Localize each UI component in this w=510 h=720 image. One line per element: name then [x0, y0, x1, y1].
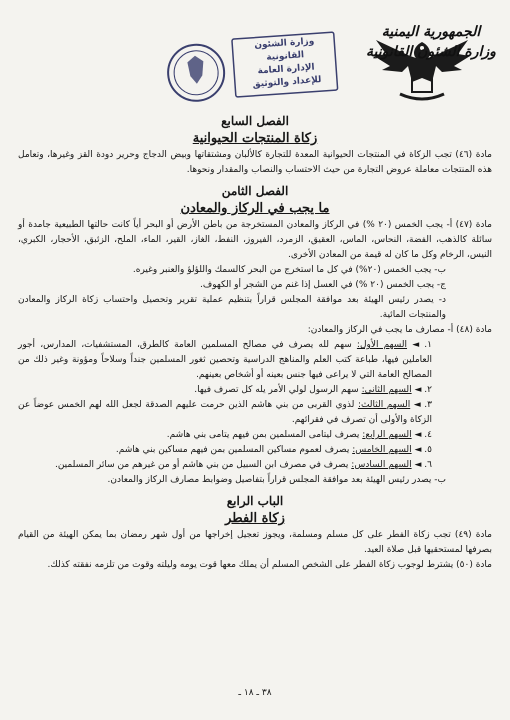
article-46: مادة (٤٦) تجب الزكاة في المنتجات الحيوانية المعدة للتجارة كالألبان ومشتقاتها وبيض الدجاج وحرير دودة القز وغيرها، وتعامل هذه المنتجات معاملة عروض التجارة من حيث الاحتساب والنصاب والمقدار ونحوها.: [18, 150, 492, 175]
item-label: السهم الرابع:: [362, 430, 412, 440]
arrow-icon: ◄: [414, 430, 422, 440]
item-label: السهم الثاني:: [361, 385, 412, 395]
item-label: السهم الخامس:: [352, 445, 412, 455]
item-text: يصرف لعموم مساكين المسلمين بمن فيهم مساكين بني هاشم.: [115, 445, 350, 455]
item-number: ١.: [424, 340, 432, 350]
list-item: [18, 443, 492, 458]
item-text: يصرف ليتامى المسلمين بمن فيهم يتامى بني هاشم.: [166, 430, 360, 440]
stamp-text: [236, 34, 335, 93]
stamp-line: وزارة الشئون القانونية: [253, 36, 315, 63]
stamp-line: للإعداد والتوثيق: [252, 75, 322, 90]
chapter-subtitle: زكاة المنتجات الحيوانية: [192, 131, 318, 146]
item-text: لذوي القربى من بني هاشم الذين حرمت عليهم الصدقة لجعل الله لهم الخمس عوضاً عن الزكاة والأولى أن تصرف في فقرائهم.: [18, 400, 432, 425]
list-item: [18, 383, 492, 398]
item-label: السهم السادس:: [351, 460, 412, 470]
article-47-b: ب- يجب الخمس (٢٠%) في كل ما استخرج من البحر كالسمك واللؤلؤ والعنبر وغيره.: [132, 265, 446, 275]
chapter-subtitle: ما يجب في الركاز والمعادن: [180, 201, 330, 216]
letterhead: [0, 0, 510, 112]
article-47-d: د- يصدر رئيس الهيئة بعد موافقة المجلس قراراً بتنظيم عملية تقرير وتحصيل واحتساب زكاة الركاز والمعادن والمنتجات المائية.: [18, 295, 446, 320]
chapter-title: الفصل السابع: [221, 114, 289, 128]
item-label: السهم الأول:: [356, 340, 408, 350]
list-item: [18, 338, 492, 383]
article-47-c: ج- يجب الخمس (٢٠ %) في العسل إذا غنم من الشجر أو الكهوف.: [200, 280, 446, 290]
item-number: ٣.: [424, 400, 432, 410]
ministry-line: الجمهورية اليمنية: [381, 24, 481, 40]
article-48-a: مادة (٤٨) أ- مصارف ما يجب في الركاز والمعادن:: [307, 325, 492, 335]
article-50: مادة (٥٠) يشترط لوجوب زكاة الفطر على الشخص المسلم أن يملك معها قوت يومه وليلته وقوت من تلزمه نفقته كذلك.: [47, 560, 492, 570]
item-number: ٥.: [424, 445, 432, 455]
item-number: ٦.: [424, 460, 432, 470]
article-47-a: مادة (٤٧) أ- يجب الخمس (٢٠ %) في الركاز والمعادن المستخرجة من باطن الأرض أو البحر أياً كانت حالتها الطبيعية جامدة أو سائلة كالذهب، الفضة، النحاس، الماس، العقيق، الزمرد، الفيروز، النفط، الغاز، القير، الماء، الملح، الزئبق، الأحجار، الكبري، النيس، الرخام وكل ما كان له قيمة من المعادن الأخرى.: [18, 220, 492, 260]
document-body: [18, 112, 492, 573]
page-number: ٣٨ ـ ١٨ ـ: [238, 688, 272, 698]
stamp-line: الإدارة العامة: [257, 62, 315, 77]
article-49: مادة (٤٩) تجب زكاة الفطر على كل مسلم ومسلمة، ويجوز تعجيل إخراجها من أول شهر رمضان بما يمكن الهيئة من القيام بصرفها لمستحقيها قبل صلاة العيد.: [18, 530, 492, 555]
item-number: ٢.: [424, 385, 432, 395]
arrow-icon: ◄: [413, 400, 421, 410]
chapter-title: الفصل الثامن: [221, 184, 289, 198]
item-number: ٤.: [424, 430, 432, 440]
item-text: سهم الرسول لولي الأمر يله كل تصرف فيها.: [194, 385, 359, 395]
list-item: [18, 428, 492, 443]
arrow-icon: ◄: [414, 385, 422, 395]
ministry-line: وزارة الشئون القانونية: [366, 44, 496, 60]
list-item: [18, 458, 492, 473]
part-title: الباب الرابع: [226, 494, 284, 508]
list-item: [18, 398, 492, 428]
arrow-icon: ◄: [414, 445, 422, 455]
part-subtitle: زكاة الفطر: [225, 511, 285, 526]
ministry-name: [366, 22, 496, 62]
item-text: سهم لله يصرف في مصالح المسلمين العامة كالطرق، المستشفيات، المدارس، أجور العاملين فيها، طباعة كتب العلم والمناهج الدراسية وتحصين ثغور المسلمين جنداً وسلاحاً ومؤونة وغير ذلك من المصالح العامة التي لا يراعى فيها جنس بعينه أو أشخاص بعينهم.: [18, 340, 432, 380]
arrow-icon: ◄: [412, 340, 420, 350]
item-label: السهم الثالث:: [357, 400, 411, 410]
article-48-b: ب- يصدر رئيس الهيئة بعد موافقة المجلس قراراً بتفاصيل وضوابط مصارف الركاز والمعادن.: [107, 475, 446, 485]
item-text: يصرف في مصرف ابن السبيل من بني هاشم أو من غيرهم من سائر المسلمين.: [54, 460, 349, 470]
official-stamp: [158, 30, 342, 108]
arrow-icon: ◄: [414, 460, 422, 470]
